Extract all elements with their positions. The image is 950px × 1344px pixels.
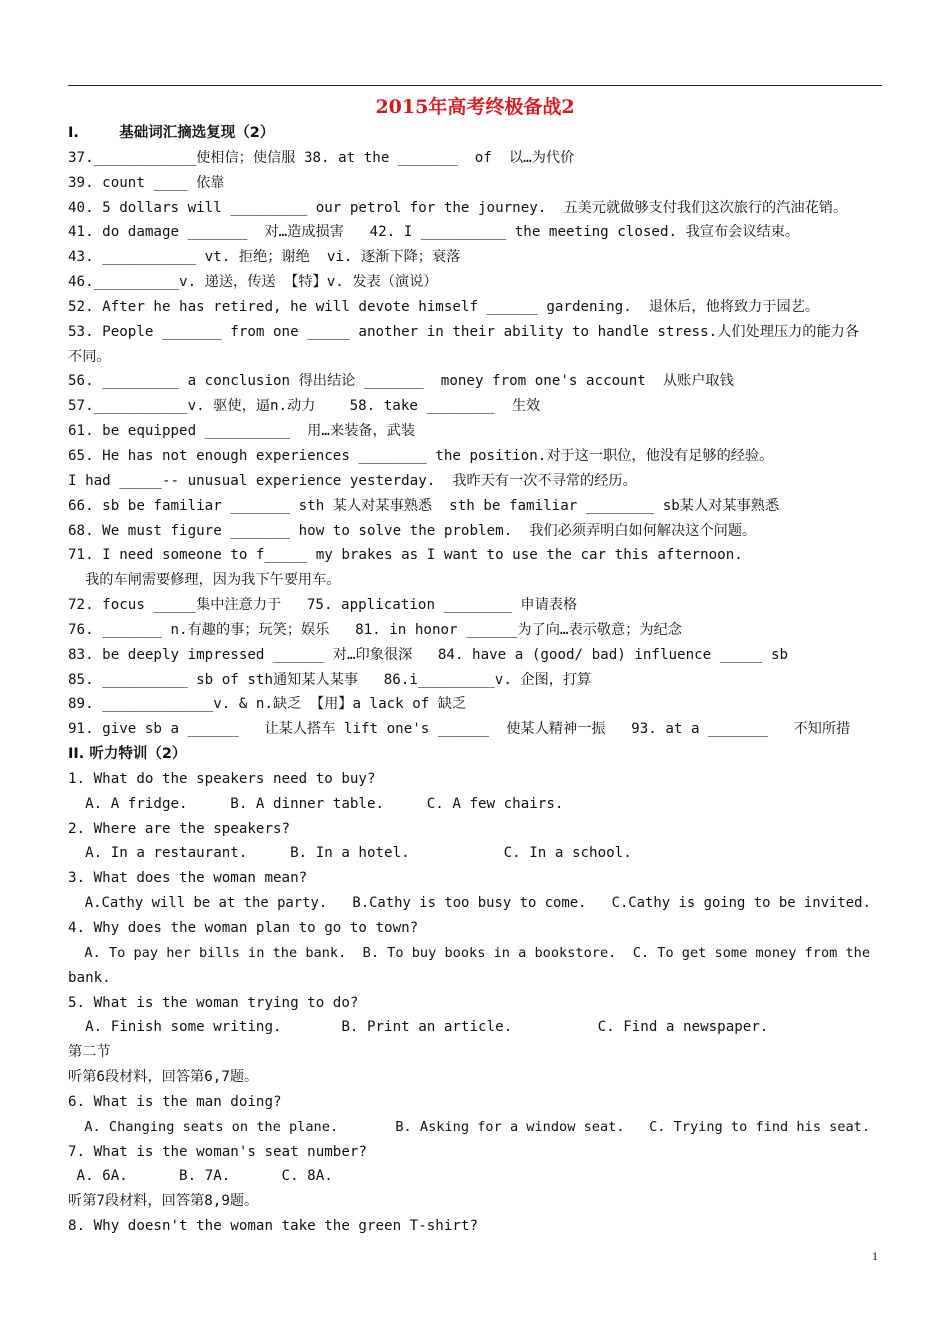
vocab-line: 我的车闸需要修理，因为我下午要用车。 (68, 572, 341, 589)
listening-line: 4. Why does the woman plan to go to town? (68, 920, 419, 936)
vocab-line: 65. He has not enough experiences ________ the position.对于这一职位，他没有足够的经验。 (68, 447, 774, 464)
listening-line: A. Changing seats on the plane. B. Asking for a window seat. C. Trying to find his seat. (68, 1118, 871, 1135)
vocab-line: 57.___________v. 驱使，逼n.动力 58. take ________ 生效 (68, 398, 541, 415)
listening-line: A. To pay her bills in the bank. B. To buy books in a bookstore. C. To get some money from the (68, 944, 871, 961)
vocab-line: 37.____________使相信；使信服 38. at the _______ of 以…为代价 (68, 149, 575, 166)
vocab-line: 91. give sb a ______ 让某人搭车 lift one's ______ 使某人精神一振 93. at a _______ 不知所措 (68, 721, 851, 738)
vocab-line: 89. _____________v. & n.缺乏 【用】a lack of 缺乏 (68, 696, 467, 713)
vocab-line: 不同。 (68, 348, 111, 365)
listening-line: 听第6段材料，回答第6,7题。 (68, 1069, 259, 1086)
listening-line: A. Finish some writing. B. Print an article. C. Find a newspaper. (68, 1019, 769, 1036)
vocab-line: I had _____-- unusual experience yesterday. 我昨天有一次不寻常的经历。 (68, 472, 637, 489)
page-number: 1 (872, 1249, 878, 1263)
section-heading-vocabulary: I. 基础词汇摘选复现（2） (68, 125, 275, 141)
listening-line: A. A fridge. B. A dinner table. C. A few chairs. (68, 795, 564, 812)
vocab-line: 43. ___________ vt. 拒绝；谢绝 vi. 逐渐下降；衰落 (68, 249, 461, 266)
vocab-line: 56. _________ a conclusion 得出结论 _______ money from one's account 从账户取钱 (68, 373, 734, 390)
vocab-line: 53. People _______ from one _____ another in their ability to handle stress.人们处理压力的能力各 (68, 323, 860, 340)
listening-line: 6. What is the man doing? (68, 1093, 282, 1110)
listening-line: A. 6A. B. 7A. C. 8A. (68, 1168, 333, 1185)
listening-line: 听第7段材料，回答第8,9题。 (68, 1193, 259, 1210)
vocab-line: 85. __________ sb of sth通知某人某事 86.i_________v. 企图，打算 (68, 671, 592, 688)
listening-line: 1. What do the speakers need to buy? (68, 770, 376, 787)
listening-line: A. In a restaurant. B. In a hotel. C. In a school. (68, 845, 632, 862)
vocab-line: 41. do damage _______ 对…造成损害 42. I __________ the meeting closed. 我宣布会议结束。 (68, 224, 800, 241)
vocab-line: 40. 5 dollars will _________ our petrol for the journey. 五美元就做够支付我们这次旅行的汽油花销。 (68, 199, 848, 216)
page-title: 2015年高考终极备战2 (375, 96, 575, 118)
vocab-line: 46.__________v. 递送，传送 【特】v. 发表（演说） (68, 274, 438, 291)
listening-line: 8. Why doesn't the woman take the green T-shirt? (68, 1218, 478, 1235)
vocab-line: 68. We must figure _______ how to solve the problem. 我们必须弄明白如何解决这个问题。 (68, 522, 757, 539)
listening-line: 7. What is the woman's seat number? (68, 1143, 367, 1160)
document-body (68, 121, 886, 1239)
vocab-line: 71. I need someone to f_____ my brakes as I want to use the car this afternoon. (68, 547, 743, 564)
listening-line: bank. (68, 969, 111, 986)
vocab-line: 66. sb be familiar _______ sth 某人对某事熟悉 sth be familiar ________ sb某人对某事熟悉 (68, 497, 780, 514)
listening-line: 5. What is the woman trying to do? (68, 994, 359, 1011)
listening-line: 第二节 (68, 1044, 111, 1061)
listening-line: A.Cathy will be at the party. B.Cathy is too busy to come. C.Cathy is going to be invited. (68, 895, 871, 912)
vocab-line: 72. focus _____集中注意力于 75. application ________ 申请表格 (68, 597, 578, 614)
header-rule (68, 85, 882, 86)
vocab-line: 76. _______ n.有趣的事；玩笑；娱乐 81. in honor ______为了向…表示敬意；为纪念 (68, 621, 682, 638)
listening-line: 2. Where are the speakers? (68, 820, 291, 837)
vocab-line: 83. be deeply impressed ______ 对…印象很深 84. have a (good/ bad) influence _____ sb (68, 646, 789, 663)
listening-line: 3. What does the woman mean? (68, 870, 308, 887)
vocab-line: 39. count ____ 依靠 (68, 174, 225, 191)
vocab-line: 61. be equipped __________ 用…来装备，武装 (68, 423, 416, 440)
section-heading-listening: II. 听力特训（2） (68, 746, 187, 763)
vocab-line: 52. After he has retired, he will devote himself ______ gardening. 退休后，他将致力于园艺。 (68, 298, 820, 315)
